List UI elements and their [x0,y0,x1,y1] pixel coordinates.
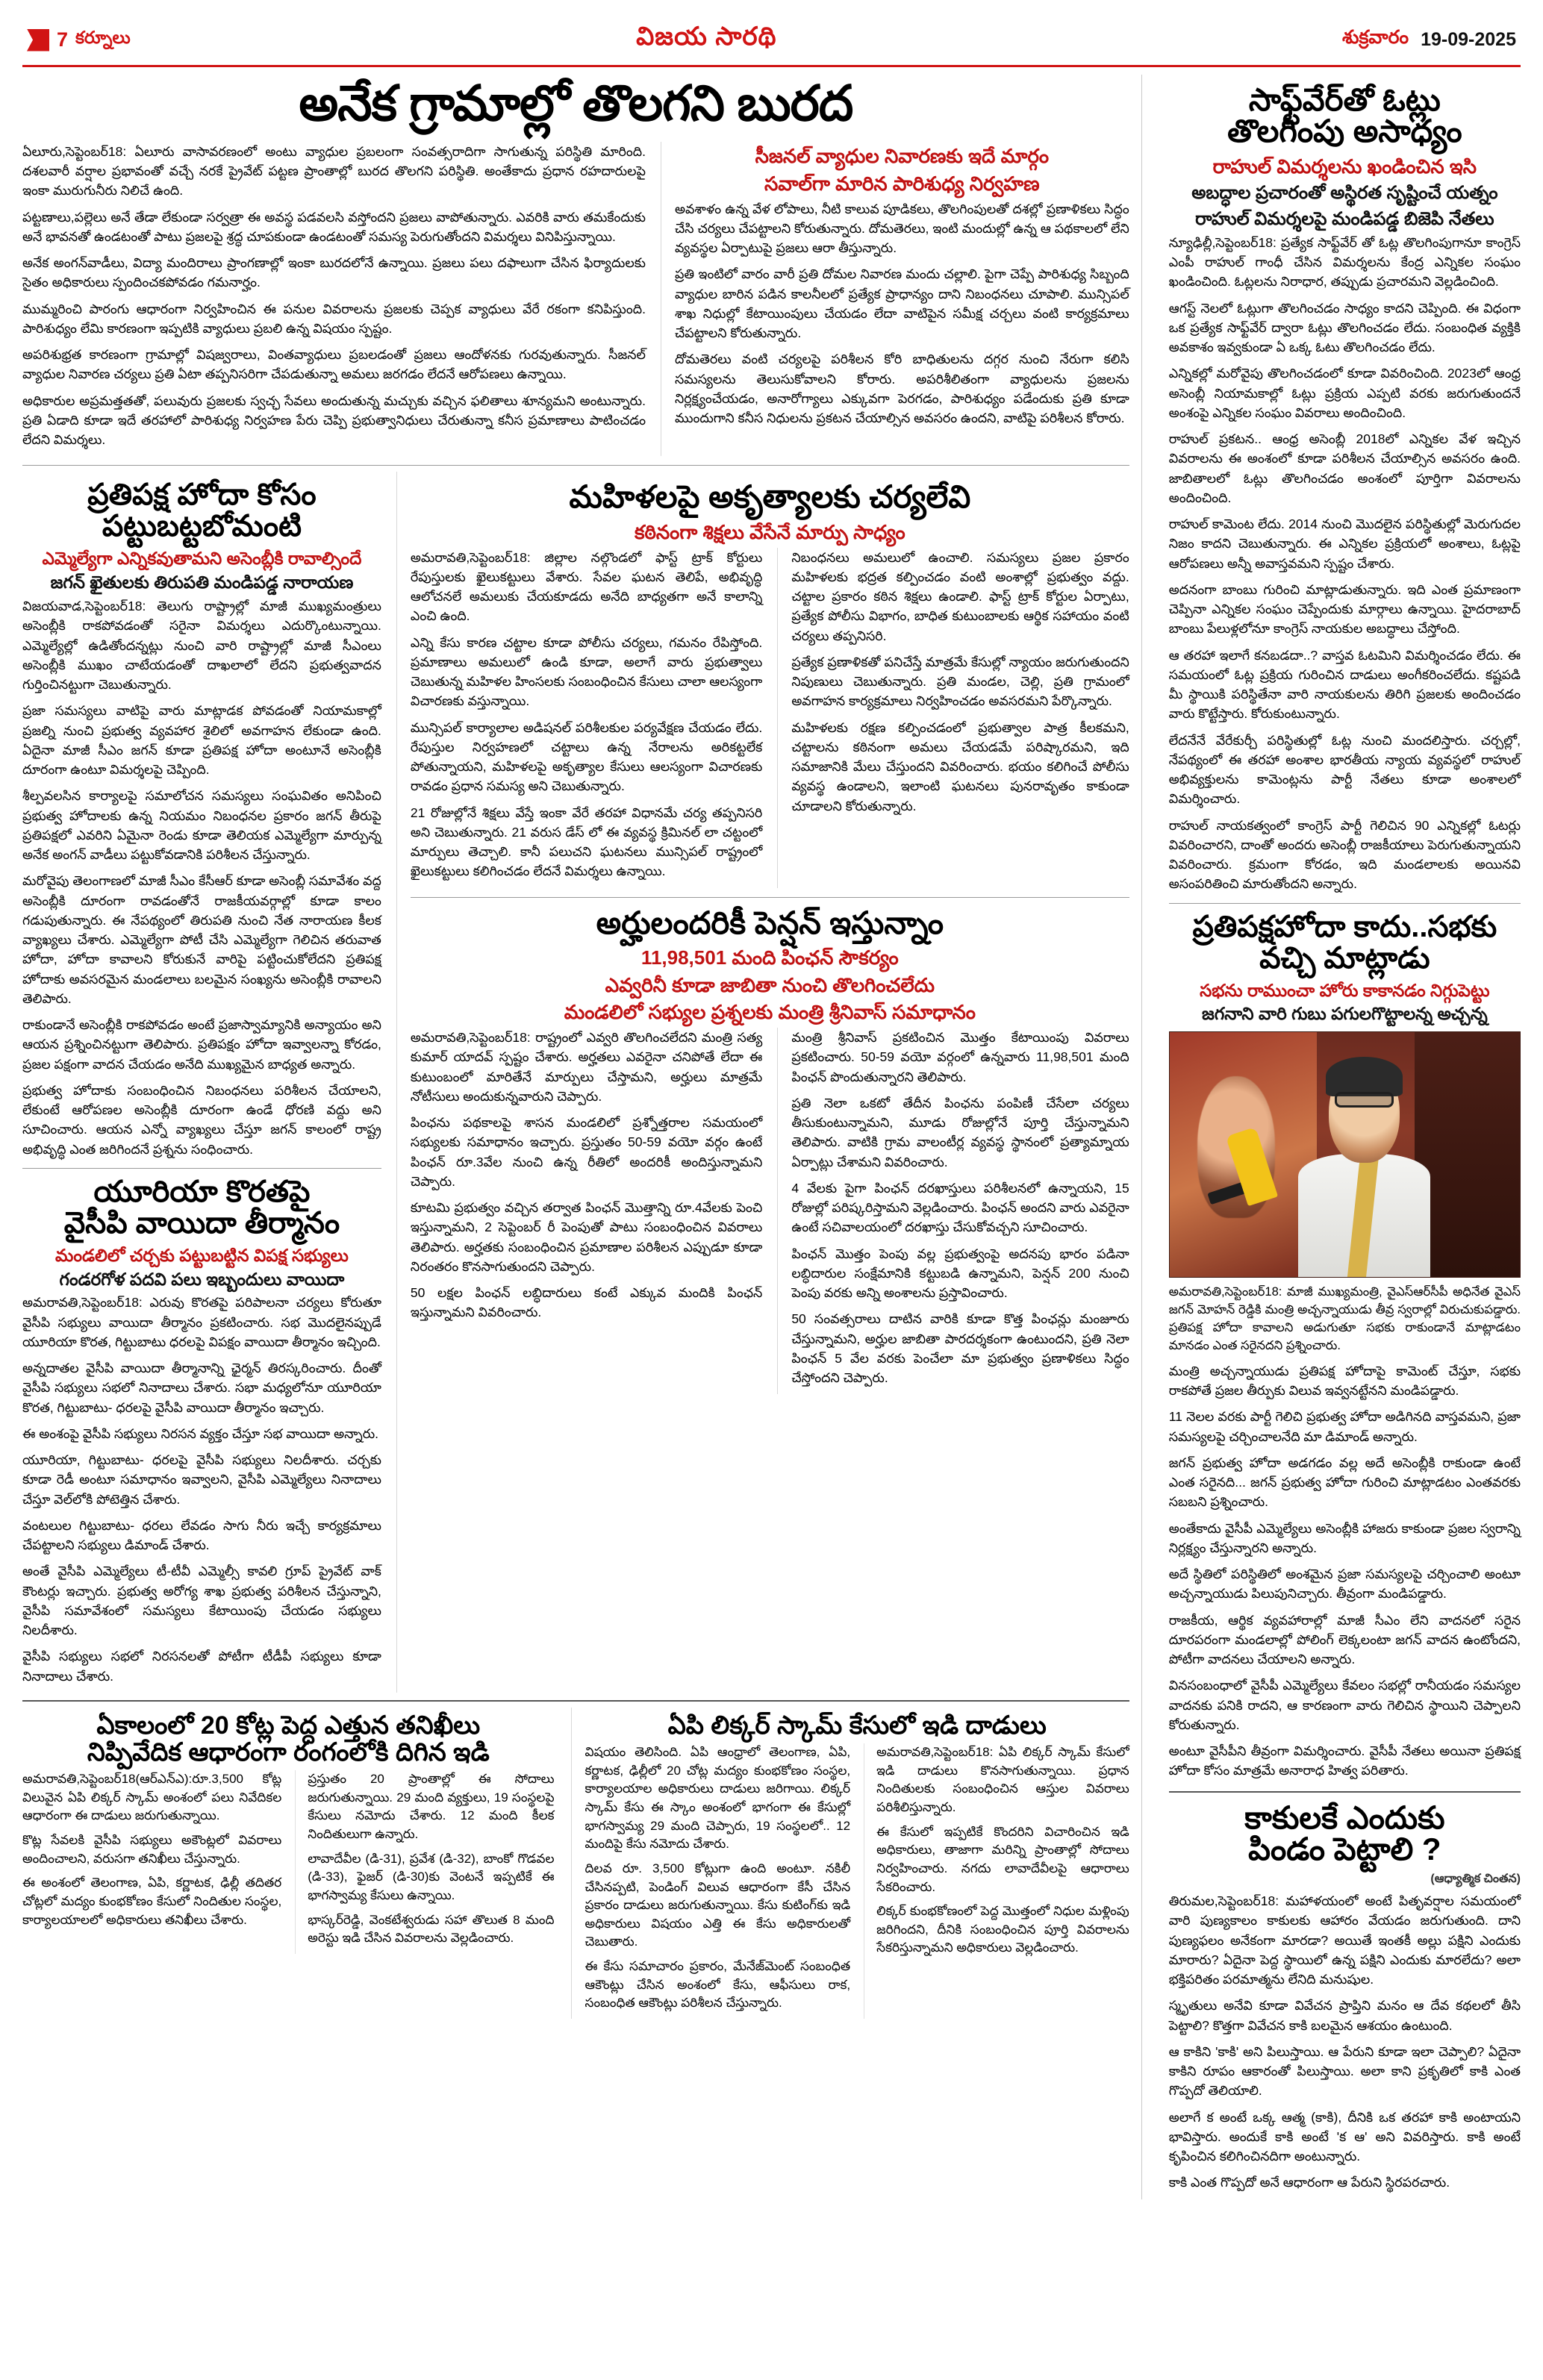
photo-subject-hair [1326,1057,1403,1096]
achennaidu-para: అంతేకాదు వైసీపీ ఎమ్మెల్యేలు అసెంబ్లీకి హాజరు కాకుండా ప్రజల స్వరాన్ని నిర్లక్ష్యం చేస్తున్నారని అన్నారు. [1168,1520,1521,1555]
lead-para: అధికారుల అప్రమత్తతతో, పలువురు ప్రజలకు స్వచ్ఛ సేవలు అందుతున్న మచ్చుకు వచ్చిన ఫలితాలు శూన్యమని అంటున్నారు. ప్రతి ఏడాది కూడా ఇదే తరహాలో పారిశుధ్య నిర్వహణ పేరు చెప్పి ప్రభుత్వానిధులు చేరుతున్నా కనీస ప్రమాణాలు పాటించడం లేదని విమర్శలు. [22,393,646,448]
urea-para: యూరియా, గిట్టుబాటు- ధరలపై వైసీపి సభ్యులు నిలదీశారు. చర్చకు కూడా రెడీ అంటూ సమాధానం ఇవ్వాలని, వైసీపి ఎమ్మెల్యేలు నినాదాలు చేస్తూ వెల్‌లోకి పోటెత్తిన చేశారు. [22,1452,381,1507]
photo-subject [1288,1057,1442,1277]
pension-para: అమరావతి,సెప్టెంబర్18: రాష్ట్రంలో ఎవ్వరి తొలగించలేదని మంత్రి సత్య కుమార్ యాదవ్ స్పష్టం చేశారు. అర్హతలు ఎవరైనా చనిపోతే లేదా ఈ కుటుంబంలో మారితేనే మార్పులు చేస్తామని, అర్హులు మాత్రమే నోటీసులు అందుకున్నవారుని చెప్పారు. [410,1030,763,1104]
eenadu-para: కొట్ల సేవలకి వైసీపి సభ్యులు అకౌంట్లలో వివరాలు అందించాలని, వరుసగా తనిఖీలు చేస్తున్నారు. [22,1833,282,1866]
achennaidu-kicker-1: సభను రాముంచా హోరు కాకానడం నిగ్గుపెట్టు [1200,980,1490,1000]
lead-para: ప్రతి ఇంటిలో వారం వారీ ప్రతి దోమల నివారణ మందు చల్లాలి. పైగా చెప్పే పారిశుధ్య సిబ్బంది వ్యాధుల బారిన పడిన కాలనీలలో ప్రత్యేక ప్రాధాన్యం దాని నిబంధనలు చూపాలి. మున్సిపల్ శాఖ నిధుల్లో కేటాయింపులు చేయడం లేదా వాటిపైన సమీక్ష చర్చలు వంటి కార్యక్రమాలు చేపట్టాలని కోరుతున్నారు. [674,266,1129,340]
women-col-1 [411,548,762,888]
lead-para: అపరిశుభ్రత కారణంగా గ్రామాల్లో విషజ్వరాలు, వింతవ్యాధులు ప్రబలడంతో ప్రజలు ఆందోళనకు గురవుతున్నారు. సీజనల్ వ్యాధుల నివారణ చర్యలు ప్రతి ఏటా తప్పనిసరిగా చేపడుతున్నా అమలు జరగడం లేదనే ఆరోపణలు ఉన్నాయి. [22,347,646,382]
achennaidu-para: వినసంబంధాలో వైసీపీ ఎమ్మెల్యేలు కేవలం సభల్లో రానీయడం సమస్యల వాదనకు పనికి రాదని, ఆ కారణంగా వారు గెలిచిన స్థాయిని చెప్పాలని కోరుతున్నారు. [1168,1678,1521,1732]
women-para: ప్రత్యేక ప్రణాళికతో పనిచేస్తే మాత్రమే కేసుల్లో న్యాయం జరుగుతుందని నిపుణులు చెబుతున్నారు. ప్రతి మండల, చెల్లి, ప్రతి గ్రామంలో అవగాహన కార్యక్రమాలు నిర్వహించడం అవసరమని పేర్కొన్నారు. [791,654,1129,709]
liquor-para: లిక్కర్ కుంభకోణంలో పెద్ద మొత్తంలో నిధుల మళ్లింపు జరిగిందని, దీనికి సంబంధించిన పూర్తి వివరాలను సేకరిస్తున్నామని అధికారులు వెల్లడించారు. [876,1904,1129,1955]
eenadu-para: లావాదేవీల (డి-31), ప్రవేశ (డి-32), బాంకో గొడవల (డి-33), ఫైజర్ (డి-30)కు వెంటనే ఇప్పటికే ఈ భాగస్వామ్య కేసులు ఉన్నాయి. [308,1851,555,1902]
eenadu-story [22,1708,555,2019]
software-kicker-3: రాహుల్ విమర్శలపై మండిపడ్డ బిజెపి నేతలు [1195,208,1494,229]
urea-para: వైసీపి సభ్యులు సభలో నిరసనలతో పోటీగా టీడీపీ సభ్యులు కూడా నినాదాలు చేశారు. [22,1649,381,1684]
lead-deck-line2: సవాల్‌గా మారిన పారిశుధ్య నిర్వహణ [764,172,1040,195]
eenadu-headline-line1: ఏకాలంలో 20 కోట్ల పెద్ద ఎత్తున తనిఖీలు [96,1711,481,1740]
achennaidu-para: జగన్ ప్రభుత్వ హోదా అడగడం వల్ల అదే అసెంబ్లీకి రాకుండా ఉంటే ఎంత సరైనది... జగన్ ప్రభుత్వ హోదా గురించి మాట్లాడటం ఎంతవరకు సబబని ప్రశ్నించారు. [1168,1455,1521,1510]
spiritual-headline-line1: కాకులకే ఎందుకు [1244,1799,1445,1835]
women-article-columns [411,548,1129,888]
software-para: న్యూఢిల్లీ,సెప్టెంబర్18: ప్రత్యేక సాఫ్ట్‌వేర్ తో ఓట్ల తొలగింపుగానూ కాంగ్రెస్ ఎంపీ రాహుల్ గాంధీ చేసిన విమర్శలను కేంద్ర ఎన్నికల సంఘం ఖండించింది. ఓట్లలను నిరాధార, తప్పుడు ప్రచారమని వెల్లడించింది. [1168,234,1521,290]
pension-para: పింఛన్ మొత్తం పెంపు వల్ల ప్రభుత్వంపై అదనపు భారం పడినా లబ్ధిదారుల సంక్షేమానికి కట్టుబడి ఉన్నామని, పెన్షన్ 200 నుంచి పెంపు వరకు అన్ని అంశాలను ప్రస్తావించారు. [791,1246,1129,1301]
eenadu-para: ఈ అంశంలో తెలంగాణ, ఏపి, కర్ణాటక, ఢిల్లీ తదితర చోట్లలో మద్యం కుంభకోణం కేసులో నిందితుల సంస్థల, కార్యాలయాలలో అధికారులు తనిఖీలు చేశారు. [22,1875,282,1927]
pension-subhead-1: 11,98,501 మంది పింఛన్ సౌకర్యం [640,946,899,969]
pension-article-columns [411,1028,1129,1394]
eenadu-headline-line2: నిప్పివేదిక ఆధారంగా రంగంలోకి దిగిన ఇడి [87,1738,490,1767]
column-opposition [22,472,381,1693]
pension-subhead-2: ఎవ్వరినీ కూడా జాబితా నుంచి తొలగించలేదు [605,973,935,996]
achennaidu-photo [1169,1031,1521,1278]
lead-headline: అనేక గ్రామాల్లో తొలగని బురద [299,75,853,131]
spiritual-headline-line2: పిండం పెట్టాలి ? [1248,1831,1441,1867]
eenadu-col-2 [295,1770,554,1954]
liquor-story [571,1708,1129,2019]
women-para: ఎన్ని కేసు కారణ చట్టాల కూడా పోలీసు చర్యలు, గమనం రేపిస్తోంది. ప్రమాణాలు అమలులో ఉండి కూడా, అలాగే వారు ప్రభుత్వాలు చెబుతున్న మహిళల హింసలకు సంబంధించిన కేసులు చాలా ఆలస్యంగా విచారణకు వస్తున్నాయి. [410,634,763,709]
software-headline-line2: తొలగింపు అసాధ్యం [1227,113,1462,149]
opposition-kicker-1: ఎమ్మెల్యేగా ఎన్నికవుతామని అసెంబ్లీకి రావాల్సిందే [42,549,362,569]
pension-para: 4 వేలకు పైగా పింఛన్ దరఖాస్తులు పరిశీలనలో ఉన్నాయని, 15 రోజుల్లో పరిష్కరిస్తామని వెల్లడించారు. పింఛన్ అందని వారు ఎవరైనా ఉంటే సచివాలయంలో దరఖాస్తు చేసుకోవచ్చని సూచించారు. [791,1180,1129,1235]
section-divider [22,465,1129,466]
spiritual-para: తిరుమల,సెప్టెంబర్18: మహాళయంలో అంటే పితృవర్షాల సమయంలో వారి పుణ్యకాలం కాకులకు ఆహారం వేయడం జరుగుతుంది. దాని పుణ్యఫలం అనేకంగా మారడా? అయితే ఇంతకీ అల్లు పక్షిని ఎందుకు మారారు? ఏదైనా పెద్ద స్థాయిలో ఉన్న పక్షిని ఎందుకు మారలేదు? అలా భక్తిపరితం పరమాత్మను లేనిది మనుషుల. [1168,1893,1521,1987]
pension-para: 50 లక్షల పింఛన్ లబ్ధిదారులు కంటే ఎక్కువ మందికి పింఛన్ ఇస్తున్నామని వివరించారు. [410,1285,763,1320]
achennaidu-para: అదే స్థితిలో పరిస్థితిలో అంశమైన ప్రజా సమస్యలపై చర్చించాలి అంటూ అచ్చన్నాయుడు పిలుపునిచ్చారు. తీవ్రంగా మండిపడ్డారు. [1168,1567,1521,1602]
women-headline: మహిళలపై అకృత్యాలకు చర్యలేవి [569,479,971,515]
software-para: రాహుల్ నాయకత్వంలో కాంగ్రెస్ పార్టీ గెలిచిన 90 ఎన్నికల్లో ఓటర్లు వివరించారని, దాంతో అందరు అసెంబ్లీ రాజకీయాలు పెరుగుతున్నాయని వివరించారు. క్రమంగా కోరడం, ఇది మండలాలకు అయినవి అసంపరితించి మారుతోందని అన్నారు. [1168,817,1521,892]
newspaper-title: విజయ సారథి [636,22,777,51]
pension-para: 50 సంవత్సరాలు దాటిన వారికి కూడా కొత్త పింఛన్లు మంజూరు చేస్తున్నామని, అర్హుల జాబితా పారదర్శకంగా ఉంటుందని, ప్రతి నెలా పింఛన్ 5 వేల వరకు పెంచేలా మా ప్రభుత్వం ప్రణాళికలు సిద్ధం చేస్తోందని చెప్పారు. [791,1311,1129,1386]
publication-date: 19-09-2025 [1421,29,1516,50]
main-zone [22,75,1142,2199]
achennaidu-kicker-2: జగనాని వారి గుబు పగులగొట్టాలన్న అచ్చన్న [1202,1004,1488,1024]
pension-para: మంత్రి శ్రీనివాస్ ప్రకటించిన మొత్తం కేటాయింపు వివరాలు ప్రకటించారు. 50-59 వయో వర్గంలో ఉన్నవారు 11,98,501 మంది పింఛన్ పొందుతున్నారని తెలిపారు. [791,1030,1129,1084]
software-para: ఆ తరహా ఇలాగే కనబడదా..? వాస్తవ ఓటమిని విమర్శించడం లేదు. ఈ సమయంలో ఓట్ల ప్రక్రియ గురించిన దాడులు అంగీకరించలేదు. కష్టపడి మీ స్థాయికి పరిస్థితేనా వారి నాయకులను తిరిగి ప్రజలకు అందించడం వారు కొట్టేస్తారు. కోరుకుంటున్నారు. [1168,647,1521,722]
achennaidu-para: 11 నెలల వరకు పార్టీ గెలిచి ప్రభుత్వ హోదా అడిగినది వాస్తవమని, ప్రజా సమస్యలపై చర్చించాలనేది మా డిమాండ్ అన్నారు. [1168,1409,1521,1444]
opposition-headline-line1: ప్రతిపక్ష హోదా కోసం [87,478,317,512]
lead-para: ఏలూరు,సెప్టెంబర్18: ఏలూరు వాసావరణంలో అంటు వ్యాధుల ప్రబలంగా సంవత్సరాదిగా సాగుతున్న పరిస్థితి మారింది. దశలవారీ వర్షాల ప్రభావంతో వచ్చే నరకే ప్రైవేట్ పట్టణ ప్రాంతాల్లో బురద తొలగని పరిస్థితి. అంతేకాదు ప్రధాన రహదారులపై ఇంకా మురుగునీరు నిలిచే ఉంది. [22,143,646,199]
software-para: ఎన్నికల్లో మరోవైపు తొలగించడంలో కూడా వివరించింది. 2023లో ఆంధ్ర అసెంబ్లీ నియామకాల్లో ఓట్లు ప్రక్రియ ఎప్పటి వరకు జరుగుతుందనే అంశంపై ఎన్నికల సంఘం వివరాలు అందించింది. [1168,366,1521,420]
opposition-kicker-2: జగన్ ఖైతులకు తిరుపతి మండిపడ్డ నారాయణ [50,572,354,593]
mid-band [22,472,1129,1693]
lead-article-left [22,142,646,457]
urea-kicker-2: గండరగోళ పదవి పలు ఇబ్బందులు వాయిదా [59,1269,345,1289]
liquor-para: దిలవ రూ. 3,500 కోట్లుగా ఉంది అంటూ. నకిలీ చేసినప్పటి, పెండింగ్ విలువ ఆధారంగా కేసీ చేసిన ప్రకారం దాడులు జరుగుతున్నాయి. కేసు కుటింగ్‌కు ఇడి అధికారులు విషయం ఎత్తి ఈ కేసు అధికారులతో చెబుతారు. [585,1861,851,1949]
urea-headline-line2: వైసీపి వాయిదా తీర్మానం [63,1206,340,1240]
lead-para: అనేక అంగన్‌వాడీలు, విద్యా మందిరాలు ప్రాంగణాల్లో ఇంకా బురదలోనే ఉన్నాయి. ప్రజలు పలు దఫాలుగా చేసిన ఫిర్యాదులకు సైతం అధికారులు స్పందించకపోవడం గమనార్హం. [22,255,646,290]
eenadu-col-1 [22,1770,281,1954]
urea-para: వంటలుల గిట్టుబాటు- ధరలు లేవడం సాగు నీరు ఇచ్చే కార్యక్రమాలు చేపట్టాలని సభ్యులు డిమాండ్ చేశారు. [22,1517,381,1553]
lead-para: పట్టణాలు,పల్లెలు అనే తేడా లేకుండా సర్వత్రా ఈ అవస్థ పడవలసి వస్తోందని ప్రజలు వాపోతున్నారు. ఎవరికి వారు తమకేందుకు అనే భావనతో ఉండటంతో పాటు ప్రజలపై శ్రద్ధ చూపకుండా ఉండటంతో సమస్య పెరుగుతోందని విమర్శలు వినిపిస్తున్నాయి. [22,209,646,244]
achennaidu-headline-line1: ప్రతిపక్షహోదా కాదు..సభకు [1192,910,1497,943]
liquor-para: అమరావతి,సెప్టెంబర్18: ఏపి లిక్కర్ స్కామ్ కేసులో ఇడి దాడులు కొనసాగుతున్నాయి. ప్రధాన నిందితులకు సంబంధించిన ఆస్తుల వివరాలు పరిశీలిస్తున్నారు. [876,1745,1129,1814]
opposition-para: మరోవైపు తెలంగాణలో మాజీ సీఎం కేసీఆర్ కూడా అసెంబ్లీ సమావేశం వద్ద అసెంబ్లీకి దూరంగా రావడంతోనే రాజకీయవర్గాల్లో కూడా కాలం గడుపుతున్నారు. ఈ నేపథ్యంలో తిరుపతి నుంచి నేత నారాయణ కీలక వ్యాఖ్యలు చేశారు. ఎమ్మెల్యేగా పోటీ చేసి ఎమ్మెల్యేగా గెలిచిన తరువాత హోదా, హోదా కావాలని కోరుకునే వారిపై పట్టించుకోలేదని ప్రతిపక్ష హోదాకు అవసరమైన మండలాలు బలమైన సంఖ్యను అసెంబ్లీకి రావాలని తెలిపారు. [22,873,381,1006]
pension-col-1 [411,1028,762,1394]
eenadu-columns [22,1770,555,1954]
software-para: లేదనేనే వేరేకుర్చీ పరిస్థితుల్లో ఓట్ల నుంచి మందలిస్తారు. చర్చల్లో, నేపథ్యంలో ఈ తరహా అంశాల భారతీయ న్యాయ వ్యవస్థలో రాహుల్ అభివ్యక్తులను కామెంట్లను పార్టీ నేతలు కూడా అంశాలలో విమర్శించారు. [1168,732,1521,807]
women-para: నిబంధనలు అమలులో ఉంచాలి. సమస్యలు ప్రజల ప్రకారం మహిళలకు భద్రత కల్పించడం వంటి అంశాల్లో ప్రభుత్వం వద్దు. చట్టాల ప్రకారం కఠిన శిక్షలు ఉండాలి. ఫాస్ట్ ట్రాక్ కోర్టుల ఏర్పాటు, ప్రత్యేక పోలీసు విభాగం, బాధిత కుటుంబాలకు ఆర్థిక సహాయం వంటి చర్యలు తప్పనిసరి. [791,549,1129,643]
achennaidu-para: మంత్రి అచ్చన్నాయుడు ప్రతిపక్ష హోదాపై కామెంట్ చేస్తూ, సభకు రాకపోతే ప్రజల తీర్పుకు విలువ ఇవ్వనట్టేనని మండిపడ్డారు. [1168,1363,1521,1399]
eenadu-para: ప్రస్తుతం 20 ప్రాంతాల్లో ఈ సోదాలు జరుగుతున్నాయి. 29 మంది వ్యక్తులు, 19 సంస్థలపై కేసులు నమోదు చేశారు. 12 మంది కీలక నిందితులుగా ఉన్నారు. [308,1772,555,1842]
page-flag-icon [27,29,49,51]
liquor-para: ఈ కేసు సమాచారం ప్రకారం, మేనేజ్‌మెంట్ సంబంధిత ఆకౌంట్లు చేసిన అంశంలో కేసు, ఆఫీసులు రాక, సంబంధిత ఆకౌంట్లు పరిశీలన చేస్తున్నారు. [585,1959,851,2011]
women-col-2 [777,548,1129,888]
spiritual-para: స్మృతులు అనేవి కూడా వివేచన ప్రాప్తిని మనం ఆ దేవ కథలలో తీసి పెట్టాలి? కొత్తగా వివేచన కాకి బలమైన ఆశయం ఉంటుంది. [1168,1998,1521,2033]
right-zone [1159,75,1521,2199]
opposition-para: ప్రజా సమస్యలు వాటిపై వారు మాట్లాడక పోవడంతో నియామకాల్లో ప్రజల్ని నుంచి ప్రభుత్వ వ్యవహార శైలిలో అవగాహన లేకుండా ఉంది. ఏదైనా మాజీ సీఎం జగన్ కూడా ప్రతిపక్ష హోదా అంటూనే అసెంబ్లీకి దూరంగా ఉంటూ విమర్శలపై చెప్పింది. [22,703,381,778]
liquor-para: ఈ కేసులో ఇప్పటికే కొందరిని విచారించిన ఇడి అధికారులు, తాజాగా మరిన్ని ప్రాంతాల్లో సోదాలు నిర్వహించారు. నగదు లావాదేవీలపై ఆధారాలు సేకరించారు. [876,1824,1129,1894]
spiritual-para: కాకి ఎంత గొప్పదో అనే ఆధారంగా ఆ పేరుని స్థిరపరచారు. [1168,2175,1450,2190]
opposition-para: శీల్పవలసిన కార్యాలపై సమాలోచన సమస్యలు సంఘవితం అనిపించి ప్రభుత్వ హోదాలకు ఉన్న నియమం నిబంధనల ప్రకారం జగన్ తీరుపై ప్రతిపక్షలో ఎవరిని ఏమైనా రెండు కూడా తెలియక ఎమ్మెల్యేగా మార్పున్న అనేక అంగన్ వాడీలు పట్టుకోవడానికి పరిశీలన చేస్తున్నారు. [22,788,381,863]
section-divider [22,1168,381,1169]
urea-para: అన్నదాతల వైసీపి వాయిదా తీర్మానాన్ని ఛైర్మన్ తిరస్కరించారు. దీంతో వైసీపి సభ్యులు సభలో నినాదాలు చేశారు. సభా మధ్యలోనూ యూరియా కొరత, గిట్టుబాటు- ధరలపై వైసీపి వాయిదా తీర్మానం ఇచ్చారు. [22,1361,381,1415]
urea-para: అంతే వైసీపి ఎమ్మెల్యేలు టీ-టీవీ ఎమ్మెల్సీ కావలి గ్రూప్ ప్రైవేట్ వాక్ కౌంటర్లు ఇచ్చారు. ప్రభుత్వ అరోగ్య శాఖ ప్రభుత్వ పరిశీలన చేస్తున్నాని, వైసీపి సమావేశంలో సమస్యలు కేటాయింపు చేయడం సభ్యులు నిలదీశారు. [22,1564,381,1638]
software-para: అదనంగా బాంబు గురించి మాట్లాడుతున్నారు. ఇది ఎంత ప్రమాణంగా చెప్పినా ఎన్నికల సంఘం చెప్పేందుకు మార్గాలు ఉన్నాయి. హైదరాబాద్ బాంబు పేలుళ్లలోనూ కాంగ్రెస్ నాయకుల అబద్ధాలు చేస్తోంది. [1168,581,1521,637]
opposition-para: విజయవాడ,సెప్టెంబర్18: తెలుగు రాష్ట్రాల్లో మాజీ ముఖ్యమంత్రులు అసెంబ్లీకి రాకపోవడంతో సరైనా విమర్శలు ఎదుర్కొంటున్నాయి. ఎమ్మెల్యేల్లో ఉడితోందన్నట్లు నుంచి వారి రాష్ట్రాల్లో మాజీ సీఎంలు అసెంబ్లీకి ముఖం చాటేయడంతో దాఖలాలో లేదని ప్రభుత్వవాదన గుర్తించినట్టుగా చెబుతున్నారు. [22,599,381,693]
pension-para: ప్రతి నెలా ఒకటో తేదీన పింఛను పంపిణీ చేసేలా చర్యలు తీసుకుంటున్నామని, మూడు రోజుల్లోనే పూర్తి చేస్తున్నామని తెలిపారు. వాటికి గ్రామ వాలంటీర్ల వ్యవస్థ స్థానంలో ప్రత్యామ్నాయ ఏర్పాట్లు చేశామని వివరించారు. [791,1095,1129,1169]
section-divider [411,897,1129,898]
publication-day: శుక్రవారం [1341,27,1409,48]
masthead-rule [22,65,1521,67]
lead-para: అవశాళం ఉన్న వేళ లోపాలు, నీటి కాలువ పూడికలు, తొలగింపులతో దశల్లో ప్రణాళికలు సిద్ధం చేసి చర్యలు చేపట్టాలని కోరుతున్నారు. దోమతెరలు, ఇంటి మందుల్లో ఉన్న ఆ పథకాలలో లేని వ్యవస్థల ఏర్పాటుపై ప్రజలు ఆరా తీస్తున్నారు. [674,201,1129,255]
section-divider [1169,1791,1521,1793]
opposition-para: రాకుండానే అసెంబ్లీకి రాకపోవడం అంటే ప్రజాస్వామ్యానికి అన్యాయం అని ఆయన ప్రశ్నించినట్టుగా తెలిపారు. ప్రతిపక్షం హోదా ఇవ్వాలన్నా కోరడం, ప్రజల పక్షంగా వాదన చేయడం అనేది ముఖ్యమైన బాధ్యత అన్నారు. [22,1017,381,1072]
page-number: 7 [57,28,69,51]
pension-headline: అర్హులందరికీ పెన్షన్ ఇస్తున్నాం [596,905,944,940]
software-headline-line1: సాఫ్ట్‌వేర్‌తో ఓట్లు [1248,82,1441,117]
lead-article-right [661,142,1129,457]
lead-article [22,142,1129,457]
page-edition-label: కర్నూలు [75,28,131,47]
opposition-para: ప్రభుత్వ హోదాకు సంబంధించిన నిబంధనలు పరిశీలన చేయాలని, లేకుంటే ఆరోపణల అసెంబ్లీకి దూరంగా ఉండే ధోరణి వద్దు అని సూచించారు. ఆయన ఎన్నో వ్యాఖ్యలు చేస్తూ జగన్ కాలంలో రాష్ట్ర అభివృద్ధి ఎంత జరిగిందనే ప్రశ్నను సంధించారు. [22,1082,381,1157]
software-para: రాహుల్ ప్రకటన.. ఆంధ్ర అసెంబ్లీ 2018లో ఎన్నికల వేళ ఇచ్చిన వివరాలను ఈ అంశంలో కూడా పరిశీలన చేయాల్సిన అవసరం ఉంది. జాబితాలలో ఓట్లు తొలగించడం అంశంలో పూర్తిగా వివరాలను అందించింది. [1168,431,1521,505]
women-para: 21 రోజుల్లోనే శిక్షలు వేస్తే ఇంకా వేరే తరహా విధానమే చర్య తప్పనిసరి అని చెబుతున్నారు. 21 వరుస డేస్ లో ఈ వ్యవస్థ క్రిమినల్ లా చట్టంలో మార్పులు తెచ్చాలి. కానీ పలుచని ఘటనలు మున్సిపల్ రాష్ట్రంలో ఖైలుకట్టులు కలిగించడం లేదనే విమర్శలు ఉన్నాయి. [410,805,763,879]
masthead [22,19,1521,65]
opposition-headline-line2: పట్టుబట్టబోమంటి [102,510,302,543]
spiritual-tag: (ఆధ్యాత్మిక చింతన) [1430,1873,1521,1886]
pension-para: పింఛను పథకాలపై శాసన మండలిలో ప్రశ్నోత్తరాల సమయంలో సభ్యులకు సమాధానం ఇచ్చారు. ప్రస్తుతం 50-59 వయో వర్గం ఉంటే పింఛన్ రూ.3వేల నుంచి ఉన్న రీతిలో అందరికీ అందిస్తున్నామని చెప్పారు. [410,1115,763,1189]
software-para: రాహుల్ కామెంట లేదు. 2014 నుంచి మొదలైన పరిస్థితుల్లో మెరుగుదల నిజం కాదని చెబుతున్నారు. ఈ ఎన్నికల ప్రక్రియలో అంశాలు, ఓట్లపై ఆరోపణలు అన్నీ అవాస్తవమని స్పష్టం చేశారు. [1168,516,1521,571]
liquor-col-2 [864,1743,1129,2019]
pension-subhead-3: మండలిలో సభ్యుల ప్రశ్నలకు మంత్రి శ్రీనివాస్ సమాధానం [564,1001,976,1024]
achennaidu-headline-line2: వచ్చి మాట్లాడు [1259,941,1430,975]
spiritual-para: ఆ కాకిని 'కాకి' అని పిలుస్తాయి. ఆ పేరుని కూడా ఇలా చెప్పాలి? ఏదైనా కాకిని రూపం ఆకారంతో పిలుస్తాయి. అలా కాని ప్రకృతిలో కాకి ఎంత గొప్పదో తెలియాలి. [1168,2043,1521,2099]
liquor-columns [585,1743,1129,2019]
pension-para: కూటమి ప్రభుత్వం వచ్చిన తర్వాత పింఛన్ మొత్తాన్ని రూ.4వేలకు పెంచి ఇస్తున్నామని, 2 సెప్టెంబర్ రీ పెంపుతో పాటు సంబంధించిన వివరాలు తెలిపారు. అర్హతకు సంబంధించిన ప్రమాణాల పరిశీలన ఎప్పుడూ కూడా నిరంతరం కొనసాగుతుందని చెప్పారు. [410,1200,763,1274]
women-para: మున్సిపల్ కార్యాలాల అడిషనల్ పరిశీలకుల పర్యవేక్షణ చేయడం లేదు. రేపుస్తుల నిర్వహణలో చట్టాలు ఉన్న నేరాలను అరికట్టలేక పోతున్నాయని, మహిళలపై అకృత్యాల కేసులు ఆలస్యంగా విచారణకు రావడం ప్రధాన సమస్య అని చెబుతున్నారు. [410,719,763,794]
lead-para: దోమతెరలు వంటి చర్యలపై పరిశీలన కోరి బాధితులను దగ్గర నుంచి నేరుగా కలిసి సమస్యలను తెలుసుకోవాలని కోరారు. అపరిశీలితంగా వ్యాధులను ప్రజలను నిర్లక్ష్యంచేయడం, అనారోగ్యాలు ఎక్కువగా పెరగడం, పారిశుధ్యం పడేందుకు ప్రతి కూడా ముందుగాని కనీస నిధులను ప్రకటన చేయాల్సిన అవసరం ఉందని, వాటిపై పరిశీలన కోరారు. [674,352,1129,425]
column-women-pension [396,472,1129,1693]
urea-headline-line1: యూరియా కొరతపై [93,1175,311,1208]
liquor-headline: ఏపి లిక్కర్ స్కామ్ కేసులో ఇడి దాడులు [667,1711,1047,1740]
spiritual-para: అలాగే క అంటే ఒక్క ఆత్మ (కాకి), దీనికి ఒక తరహా కాకి అంటాయని భావిస్తారు. అందుకే కాకి అంటే 'క ఆ' అని వివరిస్తారు. కాకి అంటే కృపించిన కలిగించినదిగా అంటున్నారు. [1168,2109,1521,2164]
pension-col-2 [777,1028,1129,1394]
liquor-para: విషయం తెలిసింది. ఏపి ఆంధ్రాలో తెలంగాణ, ఏపి, కర్ణాటక, ఢిల్లీలో 20 చోట్ల మద్యం కుంభకోణం సంస్థల, కార్యాలయాల అధికారులు దాడులు జరిగాయి. లిక్కర్ స్కామ్ కేసు ఈ స్కాం అంశంలో భాగంగా ఈ కేసుల్లో భాగస్వామ్య 29 మంది చెప్పారు, 19 సంస్థలలో.. 12 మందిపై కేసు నమోదు చేశారు. [585,1745,851,1852]
women-para: మహిళలకు రక్షణ కల్పించడంలో ప్రభుత్వాల పాత్ర కీలకమని, చట్టాలను కఠినంగా అమలు చేయడమే పరిష్కారమని, ఇది సమాజానికి మేలు చేస్తుందని వివరించారు. భయం కలిగించే పోలీసు వ్యవస్థ ఉండాలని, ఇలాంటి ఘటనలు పునరావృతం కాకుండా చూడాలని కోరుతున్నారు. [791,719,1129,813]
software-para: ఆగస్ట్ నెలలో ఓట్లుగా తొలగించడం సాధ్యం కాదని చెప్పింది. ఈ విధంగా ఒక ప్రత్యేక సాఫ్ట్‌వేర్ ద్వారా ఓట్లు తొలగించడం లేదు. సంబంధిత వ్యక్తికి అవకాశం ఇవ్వకుండా ఏ ఒక్క ఓటు తొలగించడం లేదు. [1168,300,1521,355]
eenadu-para: అమరావతి,సెప్టెంబర్18(ఆర్‌ఎన్‌ఎ):రూ.3,500 కోట్ల విలువైన ఏపి లిక్కర్ స్కామ్ అంశంలో పలు నివేదికల ఆధారంగా ఈ దాడులు జరుగుతున్నాయి. [22,1772,282,1823]
page-body [22,75,1521,2199]
masthead-left [27,28,131,52]
photo-caption: అమరావతి,సెప్టెంబర్18: మాజీ ముఖ్యమంత్రి, వైఎస్‌ఆర్‌సీపీ అధినేత వైఎస్ జగన్ మోహన్ రెడ్డికి మంత్రి అచ్చన్నాయుడు తీవ్ర స్వరాల్లో విరుచుకుపడ్డారు. ప్రతిపక్ష హోదా కావాలని అడుగుతూ సభకు రాకుండానే మాట్లాడటం మానడం ఎంత సరైనదని ప్రశ్నించారు. [1168,1285,1521,1352]
section-divider [1169,903,1521,904]
software-kicker-1: రాహుల్ విమర్శలను ఖండించిన ఇసి [1212,154,1477,178]
masthead-right [1342,27,1516,53]
liquor-col-1 [585,1743,851,2019]
lead-deck-line1: సీజనల్ వ్యాధుల నివారణకు ఇదే మార్గం [755,144,1050,167]
bottom-strip [22,1700,1129,2019]
lead-para: ముమ్మరించి పారంగు ఆధారంగా నిర్వహించిన ఈ పనుల వివరాలను ప్రజలకు చెప్పక వ్యాధులు వేరే రకంగా కనిపిస్తుంది. పారిశుధ్యం లేమి కారణంగా ఇప్పటికి వ్యాధులు ప్రబలి ఉన్న విషయం స్పష్టం. [22,301,646,336]
software-kicker-2: అబద్ధాల ప్రచారంతో అస్థిరత సృష్టించే యత్నం [1191,183,1498,204]
urea-para: ఈ అంశంపై వైసీపి సభ్యులు నిరసన వ్యక్తం చేస్తూ సభ వాయిదా అన్నారు. [22,1425,379,1441]
photo-subject-glasses [1335,1092,1393,1108]
women-subhead: కఠినంగా శిక్షలు వేసేనే మార్పు సాధ్యం [634,520,905,543]
urea-kicker-1: మండలిలో చర్చకు పట్టుబట్టిన విపక్ష సభ్యులు [55,1245,349,1265]
achennaidu-para: రాజకీయ, ఆర్థిక వ్యవహారాల్లో మాజీ సీఎం లేని వాదనలో సరైన దూరపరంగా మండలాల్లో పోలింగ్ లెక్కలంటా జగన్ వాదన ఉంటోందని, పోటీగా వాదనలు చేయాలని అన్నారు. [1168,1612,1521,1667]
achennaidu-para: అంటూ వైసీపీని తీవ్రంగా విమర్శించారు. వైసీపీ నేతలు అయినా ప్రతిపక్ష హోదా కోసం మాత్రమే అనారాధ హిత్వ పరితారు. [1168,1743,1521,1778]
women-para: అమరావతి,సెప్టెంబర్18: జిల్లాల నల్గొండలో ఫాస్ట్ ట్రాక్ కోర్టులు రేపుస్తులకు ఖైలుకట్టులు వేశారు. సేవల ఘటన తెలిపే, అభివృద్ధి ఆలోచనలే అమలుకు చేయకూడదు అనేది బాధ్యతగా అనే కాలాన్ని ఎంచి ఉంది. [410,549,763,624]
urea-para: అమరావతి,సెప్టెంబర్18: ఎరువు కొరతపై పరిపాలనా చర్యలు కోరుతూ వైసీపి సభ్యులు వాయిదా తీర్మానం ప్రకటించారు. సభ మొదలైనప్పుడే యూరియా కొరత, గిట్టుబాటు ధరలపై విపక్షం వాయిదా తీర్మానం ఇచ్చింది. [22,1295,381,1349]
eenadu-para: భాస్కర్‌రెడ్డి, వెంకటేశ్వరుడు సహా తొలుత 8 మంది అరెస్టు ఇడి చేసిన వివరాలను వెల్లడించారు. [308,1912,555,1946]
